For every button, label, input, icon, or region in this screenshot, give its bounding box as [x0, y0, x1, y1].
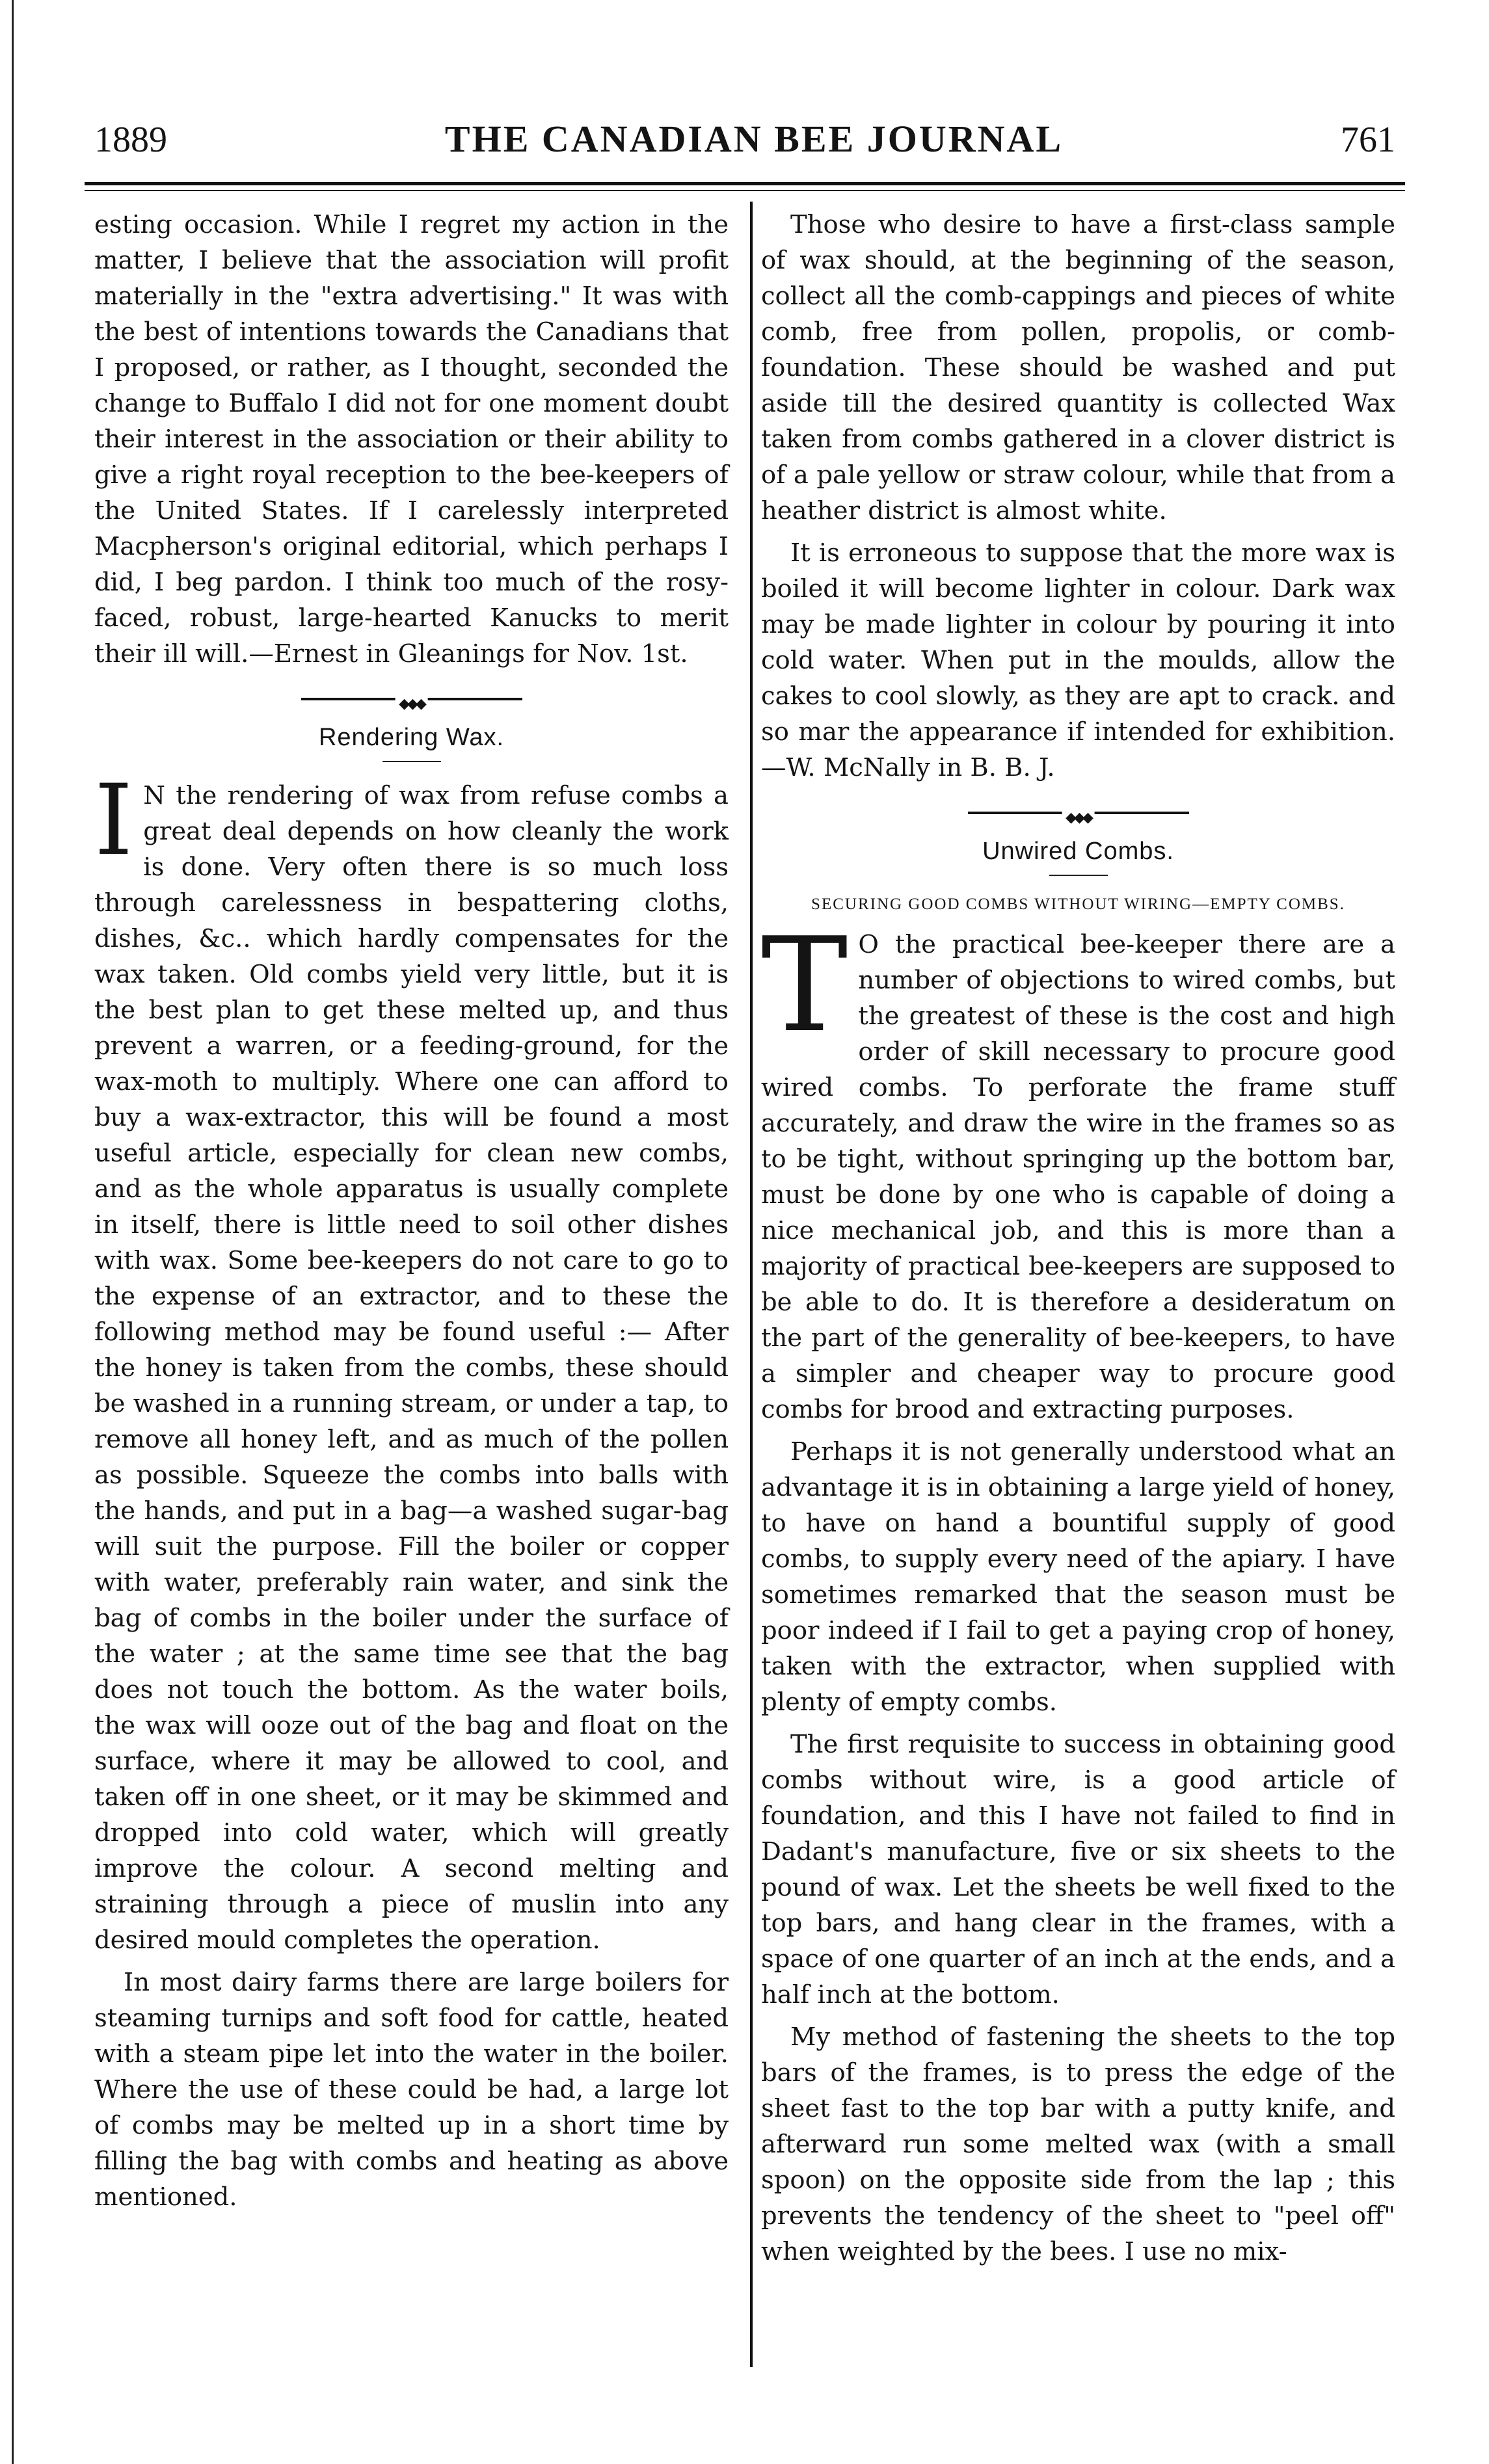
page-number: 761	[1341, 120, 1395, 160]
heading-dash	[382, 761, 441, 762]
drop-cap: I	[94, 764, 133, 877]
scan-edge	[12, 0, 14, 2464]
paragraph-text: N the rendering of wax from refuse combs a great deal depends on how cleanly the work is done. Very often there is so much loss through carelessness in bespattering cloths, dishes, &c.. which hardly compensates for the wax taken. Old combs yield very little, but it is the best plan to get these melted up, and thus prevent a warren, or a feeding-ground, for the wax-moth to multiply. Where one can afford to buy a wax-extractor, this will be found a most useful article, especially for clean new combs, and as the whole apparatus is usually complete in itself, there is little need to soil other dishes with wax. Some bee-keepers do not care to go to the expense of an extractor, and to these the following method may be found useful :— After the honey is taken from the combs, these should be washed in a running stream, or under a tap, to remove all honey left, and as much of the pollen as possible. Squeeze the combs into balls with the hands, and put in a bag—a washed sugar-bag will suit the purpose. Fill the boiler or copper with water, preferably rain water, and sink the bag of combs in the boiler under the surface of the water ; at the same time see that the bag does not touch the bottom. As the water boils, the wax will ooze out of the bag and float on the surface, where it may be allowed to cool, and taken off in one sheet, or it may be skimmed and dropped into cold water, which will greatly improve the colour. A second melting and straining through a piece of muslin into any desired mould completes the operation.	[94, 781, 729, 1955]
article-heading-unwired-combs: Unwired Combs.	[982, 838, 1174, 865]
article-heading-rendering-wax: Rendering Wax.	[318, 724, 505, 751]
left-column	[94, 207, 729, 2221]
header-rule	[85, 182, 1405, 185]
column-divider	[750, 202, 753, 2367]
running-header	[94, 117, 1395, 176]
header-rule-thin	[85, 190, 1405, 191]
right-column	[761, 207, 1395, 2276]
article-paragraph: In most dairy farms there are large boilers for steaming turnips and soft food for cattle, heated with a steam pipe let into the water in the boiler. Where the use of these could be had, a large lot of combs may be melted up in a short time by filling the bag with combs and heating as above mentioned.	[94, 1968, 729, 2212]
heading-dash	[1049, 875, 1108, 876]
article-paragraph	[761, 910, 1395, 1427]
section-separator	[968, 812, 1189, 814]
paragraph-text: O the practical bee-keeper there are a number of objections to wired combs, but the greatest of these is the cost and high order of skill necessary to procure good wired combs. To perforate the frame stuff accurately, and draw the wire in the frames so as to be tight, without springing up the bottom bar, must be done by one who is capable of doing a nice mechanical job, and this is more than a majority of practical bee-keepers are supposed to be able to do. It is therefore a desideratum on the part of the generality of bee-keepers, to have a simpler and cheaper way to procure good combs for brood and extracting purposes.	[761, 930, 1395, 1424]
journal-title: THE CANADIAN BEE JOURNAL	[444, 118, 1064, 160]
continued-paragraph: esting occasion. While I regret my action in the matter, I believe that the association will profit materially in the "extra advertising." It was with the best of intentions towards the Canadians that I proposed, or rather, as I thought, seconded the change to Buffalo I did not for one moment doubt their interest in the association or their ability to give a right royal reception to the bee-keepers of the United States. If I carelessly interpreted Macpherson's original editorial, which perhaps I did, I beg pardon. I think too much of the rosy-faced, robust, large-hearted Kanucks to merit their ill will.—Ernest in Gleanings for Nov. 1st.	[94, 210, 729, 669]
drop-cap: T	[761, 910, 848, 1061]
header-year: 1889	[94, 120, 167, 160]
article-paragraph	[94, 764, 729, 1958]
section-separator	[301, 698, 522, 700]
article-paragraph: My method of fastening the sheets to the top bars of the frames, is to press the edge of the sheet fast to the top bar with a putty knife, and afterward run some melted wax (with a small spoon) on the opposite side from the lap ; this prevents the tendency of the sheet to "peel off" when weighted by the bees. I use no mix-	[761, 2022, 1395, 2266]
article-paragraph: Perhaps it is not generally understood what an advantage it is in obtaining a large yield of honey, to have on hand a bountiful supply of good combs, to supply every need of the apiary. I have sometimes remarked that the season must be poor indeed if I fail to get a paying crop of honey, taken with the extractor, when supplied with plenty of empty combs.	[761, 1437, 1395, 1717]
article-paragraph: It is erroneous to suppose that the more wax is boiled it will become lighter in colour. Dark wax may be made lighter in colour by pouring it into cold water. When put in the moulds, allow the cakes to cool slowly, as they are apt to crack. and so mar the appearance if intended for exhibition.—W. McNally in B. B. J.	[761, 538, 1395, 782]
article-paragraph: Those who desire to have a first-class sample of wax should, at the beginning of the season, collect all the comb-cappings and pieces of white comb, free from pollen, propolis, or comb-foundation. These should be washed and put aside till the desired quantity is collected Wax taken from combs gathered in a clover district is of a pale yellow or straw colour, while that from a heather district is almost white.	[761, 210, 1395, 525]
article-subheading: SECURING GOOD COMBS WITHOUT WIRING—EMPTY COMBS.	[811, 895, 1345, 913]
article-paragraph: The first requisite to success in obtaining good combs without wire, is a good article of foundation, and this I have not failed to find in Dadant's manufacture, five or six sheets to the pound of wax. Let the sheets be well fixed to the top bars, and hang clear in the frames, with a space of one quarter of an inch at the ends, and a half inch at the bottom.	[761, 1730, 1395, 2009]
